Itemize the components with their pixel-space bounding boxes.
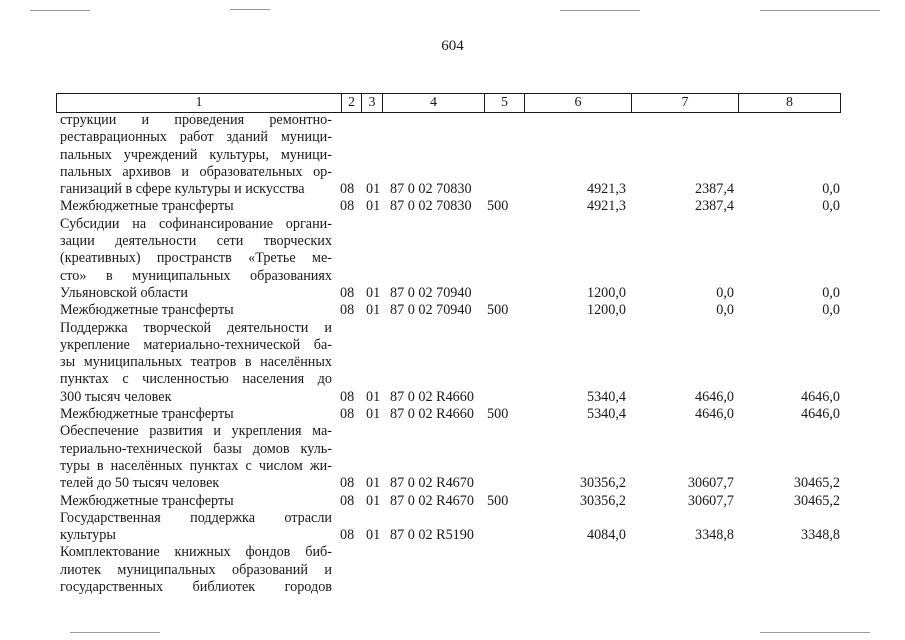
scan-artifact [70,632,160,633]
cell-c6: 1200,0 [586,302,626,319]
cell-c8: 4646,0 [800,406,840,423]
cell-c4: 87 0 02 R4670 [390,492,474,509]
row-description: 300 тысяч человек [60,388,172,405]
row-description: (креативных) пространств «Третье ме- [60,250,332,267]
header-col-8: 8 [739,94,841,113]
header-col-6: 6 [525,94,632,113]
row-description: ганизаций в сфере культуры и искусства [60,181,305,198]
header-col-5: 5 [485,94,525,113]
cell-c6: 5340,4 [586,388,626,405]
header-col-7: 7 [632,94,739,113]
cell-c2: 08 [340,198,355,215]
row-description: Межбюджетные трансферты [60,198,234,215]
cell-c7: 30607,7 [687,475,734,492]
cell-c8: 0,0 [822,302,840,319]
cell-c2: 08 [340,302,355,319]
cell-c2: 08 [340,284,355,301]
cell-c5: 500 [487,406,509,423]
table-row [60,164,840,181]
cell-c8: 0,0 [822,284,840,301]
page-number: 604 [441,38,464,54]
cell-c2: 08 [340,181,355,198]
cell-c6: 4084,0 [586,527,626,544]
table-row [60,112,840,129]
scan-artifact [30,10,90,11]
row-description: туры в населённых пунктах с числом жи- [60,457,332,474]
row-description: Субсидии на софинансирование органи- [60,215,332,232]
row-description: Ульяновской области [60,284,188,301]
table-row [60,423,840,440]
row-description: струкции и проведения ремонтно- [60,112,332,128]
cell-c8: 0,0 [822,198,840,215]
cell-c8: 3348,8 [800,527,840,544]
scan-artifact [760,632,870,633]
cell-c6: 30356,2 [579,492,626,509]
table-row [60,216,840,233]
row-description: лиотек муниципальных образований и [60,561,332,578]
cell-c8: 4646,0 [800,388,840,405]
row-description: культуры [60,527,116,544]
cell-c6: 4921,3 [586,198,626,215]
cell-c3: 01 [366,406,381,423]
row-description: пунктах с численностью населения до [60,371,332,388]
cell-c3: 01 [366,527,381,544]
table-row [60,129,840,146]
cell-c5: 500 [487,302,509,319]
row-description: реставрационных работ зданий муници- [60,129,332,146]
row-description: сто» в муниципальных образованиях [60,267,332,284]
table-row [60,389,840,406]
table-header [56,93,841,113]
table-row [60,337,840,354]
cell-c4: 87 0 02 70940 [390,302,472,319]
row-description: Поддержка творческой деятельности и [60,319,332,336]
table-row [60,268,840,285]
table-row [60,198,840,215]
row-description: териально-технической базы домов куль- [60,440,332,457]
cell-c7: 30607,7 [687,492,734,509]
row-description: Межбюджетные трансферты [60,302,234,319]
cell-c7: 0,0 [716,302,734,319]
header-col-2: 2 [342,94,362,113]
cell-c5: 500 [487,198,509,215]
table-row [60,354,840,371]
table-row [60,320,840,337]
table-row [60,458,840,475]
table-row [60,510,840,527]
table-row [60,562,840,579]
table-row [60,579,840,596]
table-row [60,475,840,492]
cell-c2: 08 [340,406,355,423]
scan-artifact [560,10,640,11]
cell-c5: 500 [487,492,509,509]
cell-c3: 01 [366,475,381,492]
cell-c7: 0,0 [716,284,734,301]
cell-c4: 87 0 02 R4660 [390,388,474,405]
row-description: Межбюджетные трансферты [60,492,234,509]
cell-c4: 87 0 02 R4670 [390,475,474,492]
header-col-3: 3 [362,94,383,113]
cell-c6: 4921,3 [586,181,626,198]
row-description: укрепление материально-технической ба- [60,336,332,353]
row-description: Обеспечение развития и укрепления ма- [60,423,332,440]
table-row [60,233,840,250]
cell-c3: 01 [366,284,381,301]
table-row [60,371,840,388]
table-row [60,406,840,423]
table-row [60,441,840,458]
header-col-4: 4 [383,94,485,113]
cell-c7: 2387,4 [694,198,734,215]
cell-c8: 30465,2 [793,492,840,509]
row-description: телей до 50 тысяч человек [60,475,220,492]
header-col-1: 1 [57,94,342,113]
row-description: Комплектование книжных фондов биб- [60,544,332,561]
cell-c3: 01 [366,181,381,198]
cell-c3: 01 [366,492,381,509]
cell-c7: 2387,4 [694,181,734,198]
table-row [60,544,840,561]
row-description: пальных архивов и образовательных ор- [60,163,332,180]
table-row [60,302,840,319]
cell-c4: 87 0 02 70830 [390,198,472,215]
cell-c4: 87 0 02 70940 [390,284,472,301]
table-row [60,181,840,198]
cell-c6: 30356,2 [579,475,626,492]
row-description: зы муниципальных театров в населённых [60,354,332,371]
table-row [60,285,840,302]
scan-artifact [760,10,880,11]
cell-c3: 01 [366,388,381,405]
cell-c3: 01 [366,302,381,319]
cell-c2: 08 [340,527,355,544]
cell-c2: 08 [340,475,355,492]
cell-c3: 01 [366,198,381,215]
table-row [60,147,840,164]
cell-c6: 5340,4 [586,406,626,423]
row-description: пальных учреждений культуры, муници- [60,146,332,163]
cell-c8: 0,0 [822,181,840,198]
cell-c2: 08 [340,492,355,509]
cell-c4: 87 0 02 70830 [390,181,472,198]
cell-c4: 87 0 02 R4660 [390,406,474,423]
cell-c7: 4646,0 [694,388,734,405]
cell-c8: 30465,2 [793,475,840,492]
table-row [60,493,840,510]
cell-c4: 87 0 02 R5190 [390,527,474,544]
cell-c7: 4646,0 [694,406,734,423]
row-description: государственных библиотек городов [60,579,332,596]
cell-c2: 08 [340,388,355,405]
row-description: зации деятельности сети творческих [60,233,332,250]
cell-c6: 1200,0 [586,284,626,301]
scan-artifact [230,9,270,10]
table-row [60,250,840,267]
cell-c7: 3348,8 [694,527,734,544]
row-description: Государственная поддержка отрасли [60,509,332,526]
table-row [60,527,840,544]
table-body [60,112,840,596]
row-description: Межбюджетные трансферты [60,406,234,423]
